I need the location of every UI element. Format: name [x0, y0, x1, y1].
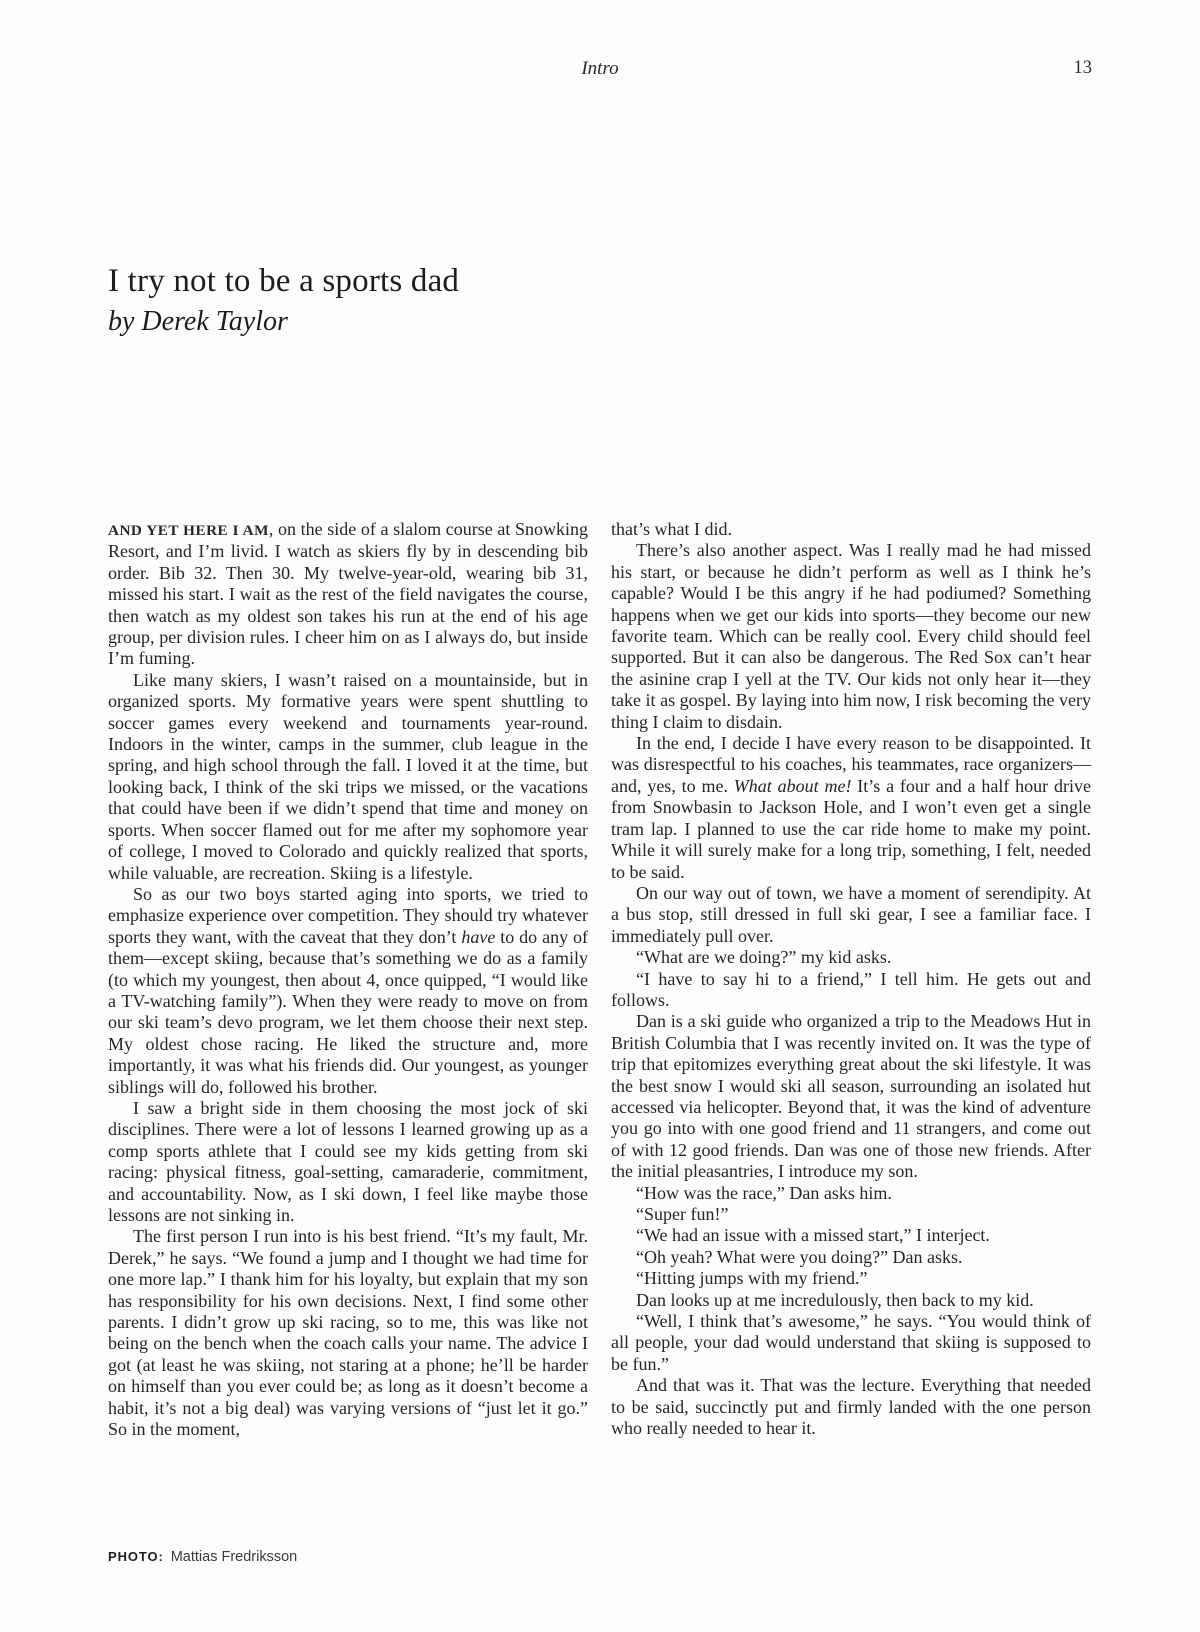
paragraph [611, 1011, 1091, 1182]
paragraph [108, 884, 588, 1098]
text-segment: Like many skiers, I wasn’t raised on a mountainside, but in organized sports. My formative years were spent shuttling to soccer games every weekend and tournaments year-round. Indoors in the winter, camps in the summer, club league in the spring, and high school through the fall. I loved it at the time, but looking back, I think of the ski trips we missed, or the vacations that could have been if we didn’t spend that time and money on sports. When soccer flamed out for me after my sophomore year of college, I moved to Colorado and quickly realized that sports, while valuable, are recreation. Skiing is a lifestyle. [108, 669, 588, 883]
paragraph [611, 1311, 1091, 1375]
paragraph [611, 1183, 1091, 1204]
lead-in-text: AND YET HERE I AM [108, 522, 269, 539]
article-body [108, 519, 1092, 1440]
text-segment: that’s what I did. [611, 519, 732, 539]
text-segment: It’s a four and a half hour drive from Snowbasin to Jackson Hole, and I won’t even get a single tram lap. I planned to use the car ride home to make my point. While it will surely make for a long trip, something, I felt, needed to be said. [611, 775, 1091, 882]
text-segment: And that was it. That was the lecture. Everything that needed to be said, succinctly put and firmly landed with the one person who really needed to hear it. [611, 1375, 1091, 1439]
text-segment: What about me! [733, 775, 852, 796]
paragraph [611, 733, 1091, 883]
text-segment: “We had an issue with a missed start,” I interject. [636, 1225, 990, 1246]
article-byline: by Derek Taylor [108, 305, 288, 337]
paragraph [611, 1290, 1091, 1311]
paragraph [108, 1098, 588, 1226]
text-segment: There’s also another aspect. Was I really mad he had missed his start, or because he didn’t perform as well as I think he’s capable? Would I be this angry if he had podiumed? Something happens when we get our kids into sports—they become our new favorite team. Which can be really cool. Every child should feel supported. But it can also be dangerous. The Red Sox can’t hear the asinine crap I yell at the TV. Our kids not only hear it—they take it as gospel. By laying into him now, I risk becoming the very thing I claim to disdain. [611, 540, 1091, 732]
right-column [611, 519, 1091, 1440]
paragraph [611, 1375, 1091, 1439]
paragraph [611, 1225, 1091, 1246]
paragraph [611, 519, 1091, 540]
paragraph [108, 519, 588, 670]
photo-credit-label: PHOTO: [108, 1549, 164, 1564]
text-segment: “I have to say hi to a friend,” I tell him. He gets out and follows. [611, 968, 1091, 1010]
text-segment: “How was the race,” Dan asks him. [636, 1182, 892, 1203]
paragraph [611, 883, 1091, 947]
text-segment: In the end, I decide I have every reason to be disappointed. It was disrespectful to his coaches, his teammates, race organizers—and, yes, to me. [611, 733, 1091, 796]
text-segment: So as our two boys started aging into sports, we tried to emphasize experience over competition. They should try whatever sports they want, with the caveat that they don’t [108, 883, 588, 947]
text-segment: , on the side of a slalom course at Snowking Resort, and I’m livid. I watch as skiers fly by in descending bib order. Bib 32. Then 30. My twelve-year-old, wearing bib 31, missed his start. I wait as the rest of the field navigates the course, then watch as my oldest son takes his run at the end of his age group, per division rules. I cheer him on as I always do, but inside I’m fuming. [108, 519, 588, 669]
running-head: Intro [581, 58, 619, 79]
text-segment: have [461, 926, 496, 947]
paragraph [611, 1268, 1091, 1289]
paragraph [611, 969, 1091, 1012]
left-column [108, 519, 588, 1440]
text-segment: Dan looks up at me incredulously, then back to my kid. [636, 1289, 1034, 1310]
paragraph [611, 947, 1091, 968]
text-segment: to do any of them—except skiing, because that’s something we do as a family (to which my youngest, then about 4, once quipped, “I would like a TV-watching family”). When they were ready to move on from our ski team’s devo program, we let them choose their next step. My oldest chose racing. He liked the structure and, more importantly, it was what his friends did. Our youngest, as younger siblings will do, followed his brother. [108, 926, 589, 1097]
text-segment: “Well, I think that’s awesome,” he says. “You would think of all people, your dad would understand that skiing is supposed to be fun.” [611, 1311, 1091, 1374]
text-segment: Dan is a ski guide who organized a trip to the Meadows Hut in British Columbia that I was recently invited on. It was the type of trip that epitomizes everything great about the ski lifestyle. It was the best snow I would ski all season, surrounding an isolated hut accessed via helicopter. Beyond that, it was the kind of adventure you go into with one good friend and 11 strangers, and come out of with 12 good friends. Dan was one of those new friends. After the initial pleasantries, I introduce my son. [611, 1011, 1091, 1182]
article-title: I try not to be a sports dad [108, 263, 460, 299]
paragraph [611, 540, 1091, 733]
paragraph [611, 1204, 1091, 1225]
page-number: 13 [1073, 58, 1092, 78]
text-segment: On our way out of town, we have a moment of serendipity. At a bus stop, still dressed in full ski gear, I see a familiar face. I immediately pull over. [611, 882, 1091, 946]
text-segment: “Hitting jumps with my friend.” [636, 1268, 868, 1289]
paragraph [108, 1226, 588, 1440]
text-segment: “Super fun!” [636, 1204, 729, 1224]
photo-credit-name: Mattias Fredriksson [170, 1549, 298, 1565]
text-segment: I saw a bright side in them choosing the most jock of ski disciplines. There were a lot of lessons I learned growing up as a comp sports athlete that I could see my kids getting from ski racing: physical fitness, goal-setting, camaraderie, commitment, and accountability. Now, as I ski down, I feel like maybe those lessons are not sinking in. [108, 1097, 588, 1225]
paragraph [611, 1247, 1091, 1268]
title-block [108, 262, 1008, 338]
photo-credit [108, 1549, 297, 1565]
text-segment: “What are we doing?” my kid asks. [636, 947, 892, 968]
text-segment: The first person I run into is his best friend. “It’s my fault, Mr. Derek,” he says. “We found a jump and I thought we had time for one more lap.” I thank him for his loyalty, but explain that my son has responsibility for his own decisions. Next, I find some other parents. I didn’t grow up ski racing, so to me, this was like not being on the bench when the coach calls your name. The advice I got (at least he was skiing, not staring at a phone; he’ll be harder on himself than you ever could be; as long as it doesn’t become a habit, it’s not a big deal) was varying versions of “just let it go.” So in the moment, [108, 1226, 588, 1440]
paragraph [108, 670, 588, 884]
text-segment: “Oh yeah? What were you doing?” Dan asks. [636, 1246, 963, 1267]
